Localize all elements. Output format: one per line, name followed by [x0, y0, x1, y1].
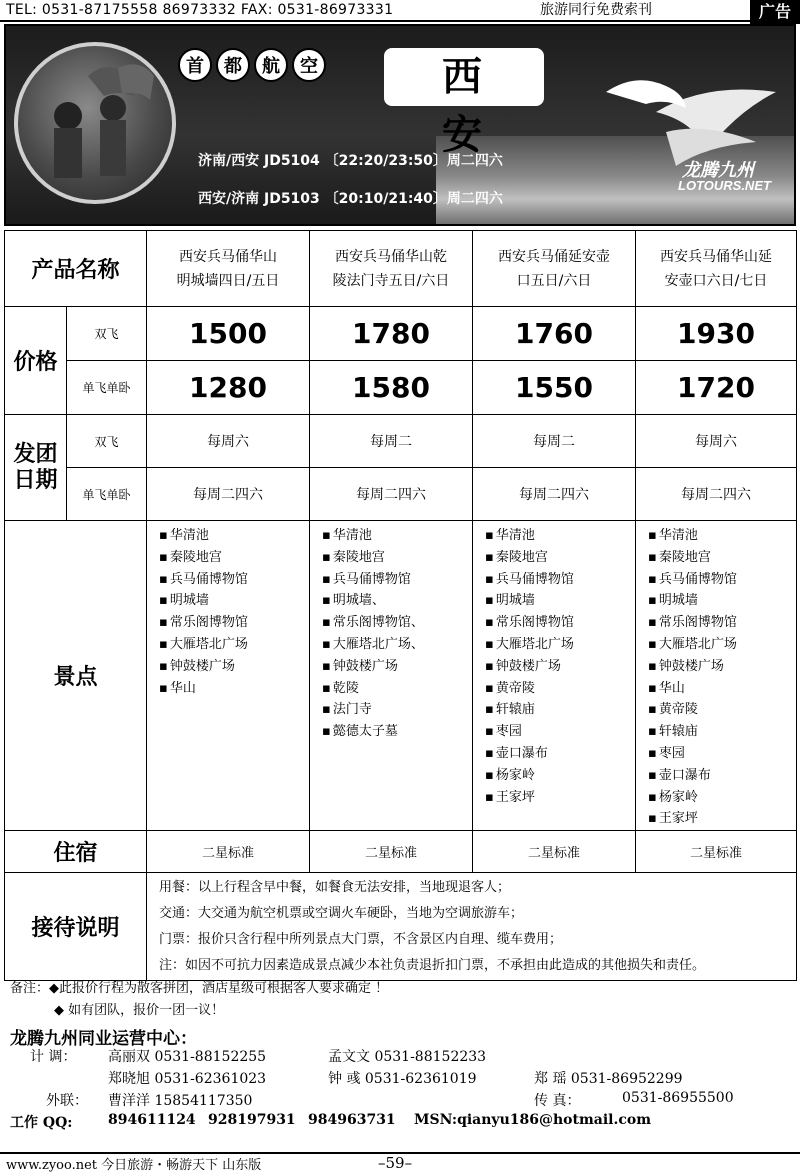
spot-item: ▪ 懿德太子墓: [322, 721, 472, 743]
spots-list: [147, 521, 310, 831]
spots-list: [473, 521, 636, 831]
spot-item: ▪ 华清池: [159, 525, 309, 547]
page-number: –59–: [378, 1154, 413, 1172]
depart-day: 每周六: [147, 415, 310, 468]
depart-double-row: [5, 415, 797, 468]
spot-item: ▪ 钟鼓楼广场: [648, 656, 796, 678]
depart-day: 每周二四六: [310, 468, 473, 521]
spot-item: ▪ 乾陵: [322, 678, 472, 700]
spots-label: 景点: [5, 521, 147, 831]
spot-item: ▪ 明城墙: [485, 590, 635, 612]
spot-item: ▪ 秦陵地宫: [485, 547, 635, 569]
depart-single-row: [5, 468, 797, 521]
spot-item: ▪ 钟鼓楼广场: [485, 656, 635, 678]
product-name: 西安兵马俑华山 明城墙四日/五日: [147, 231, 310, 307]
spot-item: ▪ 秦陵地宫: [648, 547, 796, 569]
spot-item: ▪ 黄帝陵: [648, 699, 796, 721]
qq-number: 984963731: [308, 1112, 396, 1128]
spot-item: ▪ 大雁塔北广场: [159, 634, 309, 656]
spot-item: ▪ 轩辕庙: [648, 721, 796, 743]
price-label: 价格: [5, 307, 67, 415]
product-name: 西安兵马俑华山延 安壶口六日/七日: [636, 231, 797, 307]
spots-list: [310, 521, 473, 831]
spot-item: ▪ 王家坪: [648, 808, 796, 830]
contact-label: 计 调：: [30, 1049, 77, 1065]
spot-item: ▪ 常乐阁博物馆: [485, 612, 635, 634]
remark-line: 备注：◆此报价行程为散客拼团，酒店星级可根据客人要求确定 ！: [10, 981, 389, 996]
operation-center-title: 龙腾九州同业运营中心：: [10, 1029, 197, 1049]
spot-item: ▪ 杨家岭: [648, 787, 796, 809]
spot-item: ▪ 华清池: [485, 525, 635, 547]
footer-text: www.zyoo.net 今日旅游・畅游天下 山东版: [6, 1158, 262, 1173]
spots-row: [5, 521, 797, 831]
price-single-label: 单飞单卧: [67, 361, 147, 415]
spot-item: ▪ 黄帝陵: [485, 678, 635, 700]
spot-item: ▪ 大雁塔北广场、: [322, 634, 472, 656]
msn-contact: MSN:qianyu186@hotmail.com: [414, 1112, 652, 1128]
price-double-label: 双飞: [67, 307, 147, 361]
remark-line: ◆ 如有团队，报价一团一议！: [54, 1003, 225, 1018]
product-label: 产品名称: [5, 231, 147, 307]
spot-item: ▪ 明城墙: [159, 590, 309, 612]
spots-list: [636, 521, 797, 831]
depart-day: 每周二: [310, 415, 473, 468]
contact-entry: 曹洋洋 15854117350: [108, 1093, 253, 1109]
qq-number: 894611124: [108, 1112, 196, 1128]
flight-outbound: 济南/西安 JD5104 〔22:20/23:50〕周二四六: [198, 153, 503, 169]
spot-item: ▪ 壶口瀑布: [485, 743, 635, 765]
airline-char: 都: [216, 48, 250, 82]
top-bar: [0, 0, 800, 22]
header-contact: TEL: 0531-87175558 86973332 FAX: 0531-86973331: [6, 2, 394, 18]
spot-item: ▪ 秦陵地宫: [322, 547, 472, 569]
spot-item: ▪ 杨家岭: [485, 765, 635, 787]
flight-return: 西安/济南 JD5103 〔20:10/21:40〕周二四六: [198, 191, 503, 207]
spot-item: ▪ 常乐阁博物馆: [648, 612, 796, 634]
hotel-standard: 二星标准: [147, 831, 310, 873]
brand-name-en: LOTOURS.NET: [678, 178, 771, 193]
note-line: 门票：报价只含行程中所列景点大门票，不含景区内自理、缆车费用；: [159, 931, 563, 947]
hotel-standard: 二星标准: [636, 831, 797, 873]
price-value: 1550: [473, 361, 636, 415]
spot-item: ▪ 华清池: [322, 525, 472, 547]
price-value: 1760: [473, 307, 636, 361]
spot-item: ▪ 华清池: [648, 525, 796, 547]
reception-row: [5, 873, 797, 981]
qq-label: 工作 QQ:: [10, 1115, 73, 1131]
depart-label: 发团日期: [5, 415, 67, 521]
spot-item: ▪ 常乐阁博物馆、: [322, 612, 472, 634]
terracotta-warriors-image: [14, 42, 176, 204]
airline-name: [178, 48, 326, 82]
price-value: 1930: [636, 307, 797, 361]
product-row: [5, 231, 797, 307]
spot-item: ▪ 明城墙、: [322, 590, 472, 612]
qq-number: 928197931: [208, 1112, 296, 1128]
note-line: 交通：大交通为航空机票或空调火车硬卧，当地为空调旅游车；: [159, 905, 524, 921]
remarks: [10, 978, 388, 1022]
price-single-row: [5, 361, 797, 415]
depart-day: 每周二: [473, 415, 636, 468]
spot-item: ▪ 枣园: [648, 743, 796, 765]
brand-name-cn: 龙腾九州: [682, 160, 754, 181]
note-line: 用餐：以上行程含早中餐，如餐食无法安排，当地现退客人；: [159, 879, 511, 895]
depart-day: 每周二四六: [636, 468, 797, 521]
spot-item: ▪ 兵马俑博物馆: [648, 569, 796, 591]
spot-item: ▪ 常乐阁博物馆: [159, 612, 309, 634]
note-line: 注：如因不可抗力因素造成景点减少本社负责退折扣门票，不承担由此造成的其他损失和责任。: [159, 957, 706, 973]
spot-item: ▪ 秦陵地宫: [159, 547, 309, 569]
contact-entry: 高丽双 0531-88152255: [108, 1049, 267, 1065]
contact-entry: 孟文文 0531-88152233: [328, 1049, 487, 1065]
product-name: 西安兵马俑华山乾 陵法门寺五日/六日: [310, 231, 473, 307]
contact-label: 外联：: [46, 1093, 88, 1109]
contact-label: 传 真：: [534, 1093, 581, 1109]
price-value: 1500: [147, 307, 310, 361]
spot-item: ▪ 轩辕庙: [485, 699, 635, 721]
airline-char: 空: [292, 48, 326, 82]
magazine-tagline: 旅游同行免费索刊: [540, 2, 652, 18]
price-value: 1720: [636, 361, 797, 415]
spot-item: ▪ 明城墙: [648, 590, 796, 612]
airline-char: 航: [254, 48, 288, 82]
spot-item: ▪ 钟鼓楼广场: [322, 656, 472, 678]
ad-badge: 广告: [750, 0, 800, 24]
price-value: 1580: [310, 361, 473, 415]
price-value: 1280: [147, 361, 310, 415]
depart-day: 每周二四六: [473, 468, 636, 521]
hotel-standard: 二星标准: [473, 831, 636, 873]
fax-number: 0531-86955500: [622, 1090, 734, 1106]
depart-day: 每周二四六: [147, 468, 310, 521]
hotel-row: [5, 831, 797, 873]
tour-table: [4, 230, 797, 981]
price-value: 1780: [310, 307, 473, 361]
hotel-standard: 二星标准: [310, 831, 473, 873]
contact-entry: 钟 彧 0531-62361019: [328, 1071, 477, 1087]
spot-item: ▪ 壶口瀑布: [648, 765, 796, 787]
depart-day: 每周六: [636, 415, 797, 468]
spot-item: ▪ 华山: [648, 678, 796, 700]
depart-double-label: 双飞: [67, 415, 147, 468]
airline-char: 首: [178, 48, 212, 82]
spot-item: ▪ 大雁塔北广场: [648, 634, 796, 656]
spot-item: ▪ 大雁塔北广场: [485, 634, 635, 656]
contact-entry: 郑晓旭 0531-62361023: [108, 1071, 267, 1087]
spot-item: ▪ 兵马俑博物馆: [322, 569, 472, 591]
spot-item: ▪ 法门寺: [322, 699, 472, 721]
price-double-row: [5, 307, 797, 361]
product-name: 西安兵马俑延安壶 口五日/六日: [473, 231, 636, 307]
top-rule: [0, 20, 750, 22]
spot-item: ▪ 华山: [159, 678, 309, 700]
contact-list: [10, 1046, 790, 1134]
depart-single-label: 单飞单卧: [67, 468, 147, 521]
spot-item: ▪ 王家坪: [485, 787, 635, 809]
spot-item: ▪ 枣园: [485, 721, 635, 743]
reception-label: 接待说明: [5, 873, 147, 981]
spot-item: ▪ 钟鼓楼广场: [159, 656, 309, 678]
spot-item: ▪ 兵马俑博物馆: [159, 569, 309, 591]
contact-entry: 郑 瑶 0531-86952299: [534, 1071, 683, 1087]
destination-title: 西 安: [384, 48, 544, 106]
reception-notes: [147, 873, 797, 981]
hero-banner: [4, 24, 796, 226]
spot-item: ▪ 兵马俑博物馆: [485, 569, 635, 591]
hotel-label: 住宿: [5, 831, 147, 873]
